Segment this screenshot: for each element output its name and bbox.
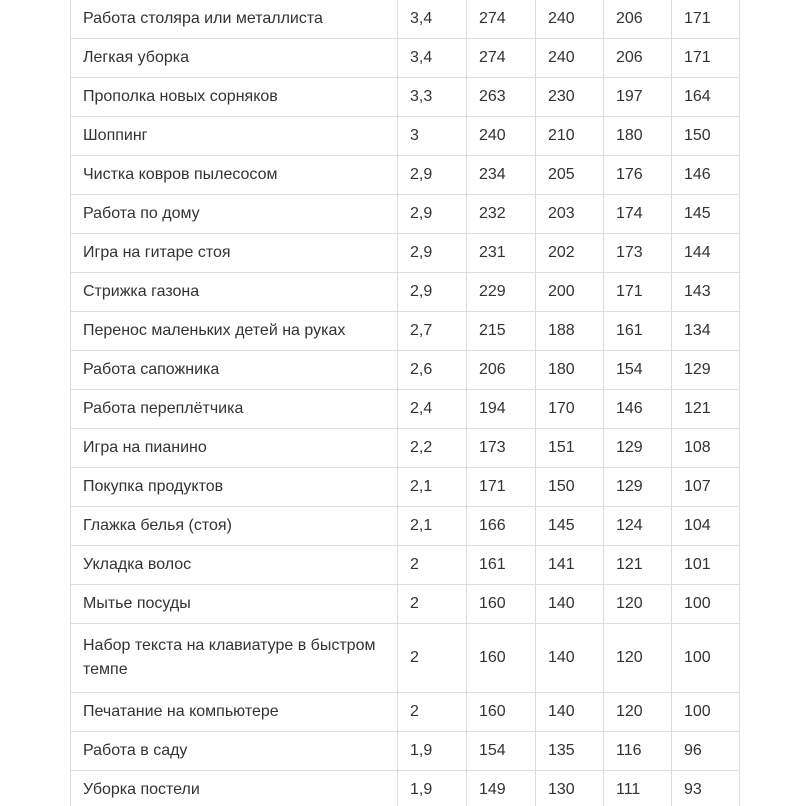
value-cell: 274 — [467, 39, 536, 78]
met-cell: 1,9 — [398, 732, 467, 771]
value-cell: 135 — [536, 732, 604, 771]
met-cell: 2,1 — [398, 468, 467, 507]
met-cell: 3 — [398, 117, 467, 156]
met-cell: 2 — [398, 624, 467, 693]
value-cell: 145 — [672, 195, 740, 234]
activity-cell: Укладка волос — [71, 546, 398, 585]
value-cell: 229 — [467, 273, 536, 312]
table-row — [71, 273, 740, 312]
value-cell: 215 — [467, 312, 536, 351]
value-cell: 101 — [672, 546, 740, 585]
met-cell: 2,9 — [398, 156, 467, 195]
value-cell: 164 — [672, 78, 740, 117]
value-cell: 121 — [672, 390, 740, 429]
table-row — [71, 732, 740, 771]
value-cell: 145 — [536, 507, 604, 546]
table-row — [71, 312, 740, 351]
value-cell: 146 — [672, 156, 740, 195]
value-cell: 206 — [467, 351, 536, 390]
value-cell: 104 — [672, 507, 740, 546]
value-cell: 194 — [467, 390, 536, 429]
met-cell: 2 — [398, 585, 467, 624]
table-row — [71, 390, 740, 429]
value-cell: 96 — [672, 732, 740, 771]
value-cell: 203 — [536, 195, 604, 234]
activity-cell: Набор текста на клавиатуре в быстром темпе — [71, 624, 398, 693]
value-cell: 180 — [536, 351, 604, 390]
activity-cell: Работа по дому — [71, 195, 398, 234]
activity-cell: Легкая уборка — [71, 39, 398, 78]
value-cell: 171 — [467, 468, 536, 507]
value-cell: 263 — [467, 78, 536, 117]
value-cell: 100 — [672, 693, 740, 732]
value-cell: 205 — [536, 156, 604, 195]
activity-cell: Игра на пианино — [71, 429, 398, 468]
activity-cell: Шоппинг — [71, 117, 398, 156]
value-cell: 150 — [672, 117, 740, 156]
table-row — [71, 429, 740, 468]
met-cell: 3,4 — [398, 0, 467, 39]
value-cell: 160 — [467, 624, 536, 693]
table-row — [71, 156, 740, 195]
value-cell: 200 — [536, 273, 604, 312]
value-cell: 171 — [604, 273, 672, 312]
value-cell: 154 — [604, 351, 672, 390]
value-cell: 240 — [536, 39, 604, 78]
activity-cell: Работа в саду — [71, 732, 398, 771]
activity-cell: Игра на гитаре стоя — [71, 234, 398, 273]
value-cell: 116 — [604, 732, 672, 771]
activity-cell: Глажка белья (стоя) — [71, 507, 398, 546]
activity-cell: Работа столяра или металлиста — [71, 0, 398, 39]
value-cell: 176 — [604, 156, 672, 195]
table-row — [71, 624, 740, 693]
value-cell: 160 — [467, 585, 536, 624]
met-cell: 2,9 — [398, 195, 467, 234]
activity-cell: Чистка ковров пылесосом — [71, 156, 398, 195]
met-cell: 2,2 — [398, 429, 467, 468]
value-cell: 173 — [604, 234, 672, 273]
value-cell: 150 — [536, 468, 604, 507]
value-cell: 231 — [467, 234, 536, 273]
table-row — [71, 78, 740, 117]
value-cell: 120 — [604, 624, 672, 693]
met-cell: 3,3 — [398, 78, 467, 117]
value-cell: 149 — [467, 771, 536, 806]
value-cell: 230 — [536, 78, 604, 117]
activity-cell: Прополка новых сорняков — [71, 78, 398, 117]
met-cell: 2 — [398, 693, 467, 732]
value-cell: 161 — [604, 312, 672, 351]
activity-cell: Стрижка газона — [71, 273, 398, 312]
table-row — [71, 585, 740, 624]
activity-cell: Печатание на компьютере — [71, 693, 398, 732]
table-row — [71, 39, 740, 78]
value-cell: 160 — [467, 693, 536, 732]
value-cell: 173 — [467, 429, 536, 468]
met-cell: 3,4 — [398, 39, 467, 78]
activity-cell: Перенос маленьких детей на руках — [71, 312, 398, 351]
activity-cell: Уборка постели — [71, 771, 398, 806]
value-cell: 124 — [604, 507, 672, 546]
value-cell: 166 — [467, 507, 536, 546]
value-cell: 130 — [536, 771, 604, 806]
met-cell: 2,6 — [398, 351, 467, 390]
value-cell: 180 — [604, 117, 672, 156]
table-row — [71, 546, 740, 585]
value-cell: 240 — [467, 117, 536, 156]
met-cell: 2,1 — [398, 507, 467, 546]
table-row — [71, 693, 740, 732]
value-cell: 171 — [672, 0, 740, 39]
value-cell: 197 — [604, 78, 672, 117]
met-cell: 2 — [398, 546, 467, 585]
table-row — [71, 117, 740, 156]
met-cell: 2,4 — [398, 390, 467, 429]
value-cell: 100 — [672, 624, 740, 693]
table-row — [71, 0, 740, 39]
value-cell: 144 — [672, 234, 740, 273]
value-cell: 240 — [536, 0, 604, 39]
value-cell: 107 — [672, 468, 740, 507]
value-cell: 143 — [672, 273, 740, 312]
activity-cell: Работа сапожника — [71, 351, 398, 390]
value-cell: 140 — [536, 585, 604, 624]
value-cell: 121 — [604, 546, 672, 585]
value-cell: 161 — [467, 546, 536, 585]
value-cell: 206 — [604, 39, 672, 78]
met-cell: 2,7 — [398, 312, 467, 351]
table-row — [71, 468, 740, 507]
value-cell: 134 — [672, 312, 740, 351]
value-cell: 140 — [536, 693, 604, 732]
table-row — [71, 234, 740, 273]
met-cell: 2,9 — [398, 273, 467, 312]
value-cell: 120 — [604, 693, 672, 732]
value-cell: 154 — [467, 732, 536, 771]
value-cell: 140 — [536, 624, 604, 693]
value-cell: 206 — [604, 0, 672, 39]
value-cell: 120 — [604, 585, 672, 624]
value-cell: 108 — [672, 429, 740, 468]
value-cell: 174 — [604, 195, 672, 234]
value-cell: 202 — [536, 234, 604, 273]
activity-cell: Покупка продуктов — [71, 468, 398, 507]
value-cell: 129 — [672, 351, 740, 390]
value-cell: 141 — [536, 546, 604, 585]
value-cell: 129 — [604, 468, 672, 507]
met-cell: 2,9 — [398, 234, 467, 273]
activity-cell: Работа переплётчика — [71, 390, 398, 429]
value-cell: 171 — [672, 39, 740, 78]
value-cell: 274 — [467, 0, 536, 39]
value-cell: 170 — [536, 390, 604, 429]
value-cell: 111 — [604, 771, 672, 806]
value-cell: 232 — [467, 195, 536, 234]
met-cell: 1,9 — [398, 771, 467, 806]
activity-calorie-table — [70, 0, 740, 806]
value-cell: 100 — [672, 585, 740, 624]
table-row — [71, 195, 740, 234]
value-cell: 151 — [536, 429, 604, 468]
value-cell: 234 — [467, 156, 536, 195]
value-cell: 129 — [604, 429, 672, 468]
value-cell: 93 — [672, 771, 740, 806]
table-row — [71, 351, 740, 390]
value-cell: 210 — [536, 117, 604, 156]
value-cell: 188 — [536, 312, 604, 351]
value-cell: 146 — [604, 390, 672, 429]
table-row — [71, 771, 740, 806]
activity-cell: Мытье посуды — [71, 585, 398, 624]
table-row — [71, 507, 740, 546]
